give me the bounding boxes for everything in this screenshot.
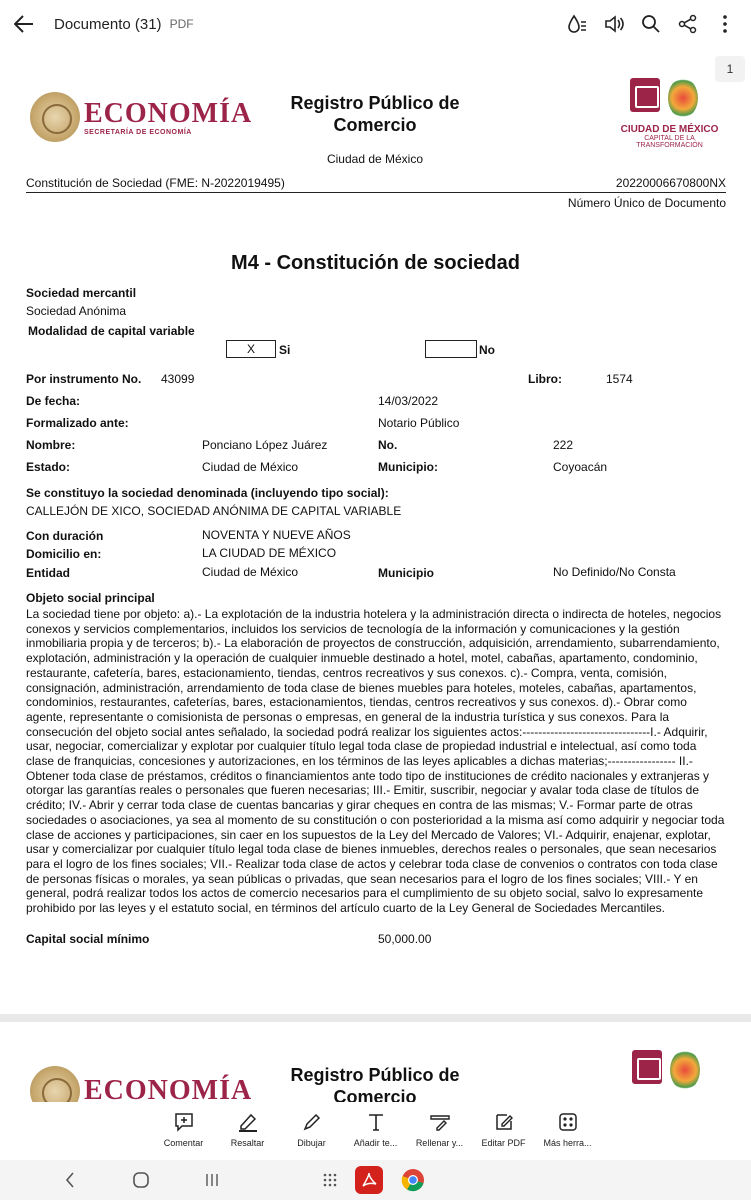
- system-nav-bar: [0, 1160, 751, 1200]
- constitution-header-row: [26, 176, 726, 193]
- denominada-value: CALLEJÓN DE XICO, SOCIEDAD ANÓNIMA DE CAPITAL VARIABLE: [26, 504, 402, 518]
- fill-sign-icon: [429, 1112, 451, 1132]
- formalizado-label: Formalizado ante:: [26, 416, 129, 430]
- no-checkbox[interactable]: [425, 340, 477, 358]
- si-label: Si: [279, 343, 291, 357]
- more-tools-tool[interactable]: [537, 1102, 599, 1160]
- cdmx-heart-icon: [670, 1050, 700, 1090]
- edit-toolbar: [0, 1102, 751, 1160]
- fecha-label: De fecha:: [26, 394, 81, 408]
- municipio2-value: No Definido/No Consta: [553, 565, 676, 579]
- document-number-label: Número Único de Documento: [567, 196, 726, 210]
- registry-title-p2: [270, 1064, 480, 1102]
- nombre-label: Nombre:: [26, 438, 76, 452]
- instrumento-label: Por instrumento No.: [26, 372, 142, 386]
- cdmx-name: CIUDAD DE MÉXICO: [620, 124, 719, 135]
- cdmx-heart-icon: [668, 78, 698, 118]
- apps-grid-icon[interactable]: [318, 1168, 342, 1192]
- notario-no-label: No.: [378, 438, 398, 452]
- objeto-text: La sociedad tiene por objeto: a).- La explotación de la industria hotelera y la administración directa o indirecta de hoteles, negocios conexos y servicios complementarios, incluidos los servicios de tecnología de la información y comunicaciones y la gestión inmobiliaria propia y de terceros; b).- La elaboración de proyectos de construcción, adquisición, arrendamiento, subarrendamiento, explotación, administración y la operación de cualquier inmueble destinado a hotel, motel, cabañas, apartamento, condominio, restaurante, cafetería, bares, estacionamiento, tiendas, centros recreativos y sus conexos. c).- Compra, venta, comisión, consignación, administración, arrendamiento de toda clase de bienes muebles para hoteles, moteles, cabañas, apartamentos, condominios, restaurantes, cafeterías, bares, estacionamientos, tiendas, centros recreativos y sus conexos. d).- Obrar como agente, representante o comisionista de personas o empresas, en general de la industria turística y sus conexos. Para la consecución del objeto social antes señalado, la sociedad podrá realizar los siguientes actos:--------------------------------I.- Adquirir, usar, negociar, comercializar y explotar por cualquier título legal toda clase de propiedad industrial e intelectual, así como toda clase de franquicias, concesiones y autorizaciones, en los términos de las leyes aplicables a dichas materias;----------------- II.- Obtener toda clase de préstamos, créditos o financiamientos ante todo tipo de instituciones de crédito nacionales y extranjeras y otorgar las garantías reales o personales que fueren necesarias; III.- Emitir, suscribir, negociar y avalar toda clase de títulos de crédito; IV.- Abrir y cerrar toda clase de cuentas bancarias y girar cheques en contra de las mismas; V.- Formar parte de otras sociedades o asociaciones, ya sea al momento de su constitución o con posterioridad a la misma así como adquirir y negociar toda clase de acciones y participaciones, sin caer en los supuestos de la Ley del Mercado de Valores; VI.- Adquirir, enajenar, explotar, usar y comercializar por cualquier título legal toda clase de bienes inmuebles, derechos reales o personales, que sean necesarios para el logro de los fines sociales; VII.- Realizar toda clase de actos y celebrar toda clase de convenios o contratos con toda clase de personas físicas o morales, ya sean públicas o privadas, que sean necesarios para el logro de los fines sociales; VIII.- Y en general, podrá realizar todos los actos de comercio necesarios para el cumplimiento de su objeto social, salvo lo expresamente prohibido por las leyes y el estatuto social, en términos del artículo cuarto de la Ley General de Sociedades Mercantiles.: [26, 607, 725, 916]
- sociedad-mercantil-value: Sociedad Anónima: [26, 304, 127, 318]
- duracion-label: Con duración: [26, 529, 104, 543]
- estado-value: Ciudad de México: [202, 460, 299, 474]
- more-tools-tool-label: Más herra...: [543, 1138, 592, 1148]
- back-arrow-icon[interactable]: [0, 0, 48, 48]
- economia-logo: [30, 92, 252, 142]
- draw-tool[interactable]: [281, 1102, 343, 1160]
- si-checkbox[interactable]: X: [226, 340, 276, 358]
- instrumento-value: 43099: [161, 372, 195, 386]
- draw-icon: [302, 1112, 322, 1132]
- registry-title-p2-line1: Registro Público de: [290, 1065, 460, 1085]
- economia-wordmark-p2: ECONOMÍA: [84, 1075, 253, 1102]
- more-tools-icon: [558, 1112, 578, 1132]
- sociedad-mercantil-label: Sociedad mercantil: [26, 286, 137, 300]
- economia-wordmark: ECONOMÍA: [84, 97, 253, 129]
- duracion-value: NOVENTA Y NUEVE AÑOS: [202, 528, 351, 542]
- economia-subtitle: SECRETARÍA DE ECONOMÍA: [84, 128, 192, 136]
- comment-tool[interactable]: [153, 1102, 215, 1160]
- nav-back-icon[interactable]: [58, 1168, 82, 1192]
- cdmx-subtitle: CAPITAL DE LA TRANSFORMACIÓN: [636, 135, 703, 149]
- libro-label: Libro:: [528, 372, 562, 386]
- economia-logo-p2: [30, 1066, 252, 1102]
- domicilio-value: LA CIUDAD DE MÉXICO: [202, 546, 337, 560]
- read-mode-icon[interactable]: [558, 0, 595, 48]
- no-option-label: No: [479, 343, 495, 357]
- mexico-seal-icon: [30, 1066, 80, 1102]
- registry-title-p2-line2: Comercio: [333, 1087, 417, 1102]
- denominada-label: Se constituyo la sociedad denominada (incluyendo tipo social):: [26, 486, 389, 500]
- mexico-seal-icon: [30, 92, 80, 142]
- capital-label: Capital social mínimo: [26, 932, 150, 946]
- page-heading: M4 - Constitución de sociedad: [231, 252, 520, 274]
- registry-title: Registro Público de Comercio: [290, 93, 460, 135]
- cdmx-logo-p2: [632, 1050, 700, 1090]
- search-icon[interactable]: [632, 0, 669, 48]
- municipio-value: Coyoacán: [553, 460, 608, 474]
- constitution-ref: Constitución de Sociedad (FME: N-2022019495): [26, 176, 285, 190]
- pdf-page-1: [0, 48, 751, 1014]
- draw-tool-label: Dibujar: [297, 1138, 326, 1148]
- comment-icon: [174, 1112, 194, 1132]
- cdmx-emblem-icon: [632, 1050, 662, 1084]
- file-type-label: PDF: [169, 17, 194, 31]
- comment-tool-label: Comentar: [163, 1138, 204, 1148]
- municipio2-label: Municipio: [378, 566, 434, 580]
- more-icon[interactable]: [706, 0, 743, 48]
- entidad-value: Ciudad de México: [202, 565, 299, 579]
- add-text-icon: [367, 1112, 385, 1132]
- page-indicator[interactable]: 1: [715, 56, 745, 82]
- highlight-icon: [237, 1112, 259, 1132]
- domicilio-label: Domicilio en:: [26, 547, 102, 561]
- libro-value: 1574: [606, 372, 633, 386]
- nav-home-icon[interactable]: [129, 1168, 153, 1192]
- read-aloud-icon[interactable]: [595, 0, 632, 48]
- objeto-label: Objeto social principal: [26, 591, 155, 605]
- formalizado-value: Notario Público: [378, 416, 460, 430]
- document-number: 20220006670800NX: [615, 176, 726, 190]
- edit-pdf-icon: [494, 1112, 514, 1132]
- add-text-tool-label: Añadir te...: [353, 1138, 398, 1148]
- nav-recents-icon[interactable]: [200, 1168, 224, 1192]
- highlight-tool[interactable]: [217, 1102, 279, 1160]
- notario-no-value: 222: [553, 438, 574, 452]
- edit-pdf-tool[interactable]: [473, 1102, 535, 1160]
- cdmx-emblem-icon: [630, 78, 660, 112]
- app-topbar: [0, 0, 751, 48]
- share-icon[interactable]: [669, 0, 706, 48]
- pdf-page-2: [0, 1022, 751, 1102]
- entidad-label: Entidad: [26, 566, 70, 580]
- document-title: Documento (31): [54, 15, 162, 33]
- add-text-tool[interactable]: [345, 1102, 407, 1160]
- municipio-label: Municipio:: [378, 460, 438, 474]
- city-label: Ciudad de México: [326, 152, 424, 166]
- chrome-app-icon[interactable]: [399, 1166, 427, 1194]
- capital-value: 50,000.00: [378, 932, 432, 946]
- edit-pdf-tool-label: Editar PDF: [481, 1138, 526, 1148]
- fill-sign-tool-label: Rellenar y...: [415, 1138, 464, 1148]
- estado-label: Estado:: [26, 460, 71, 474]
- fecha-value: 14/03/2022: [378, 394, 439, 408]
- nombre-value: Ponciano López Juárez: [202, 438, 328, 452]
- adobe-acrobat-app-icon[interactable]: [355, 1166, 383, 1194]
- cdmx-logo: [612, 78, 727, 149]
- modalidad-label: Modalidad de capital variable: [28, 324, 195, 338]
- highlight-tool-label: Resaltar: [230, 1138, 265, 1148]
- fill-sign-tool[interactable]: [409, 1102, 471, 1160]
